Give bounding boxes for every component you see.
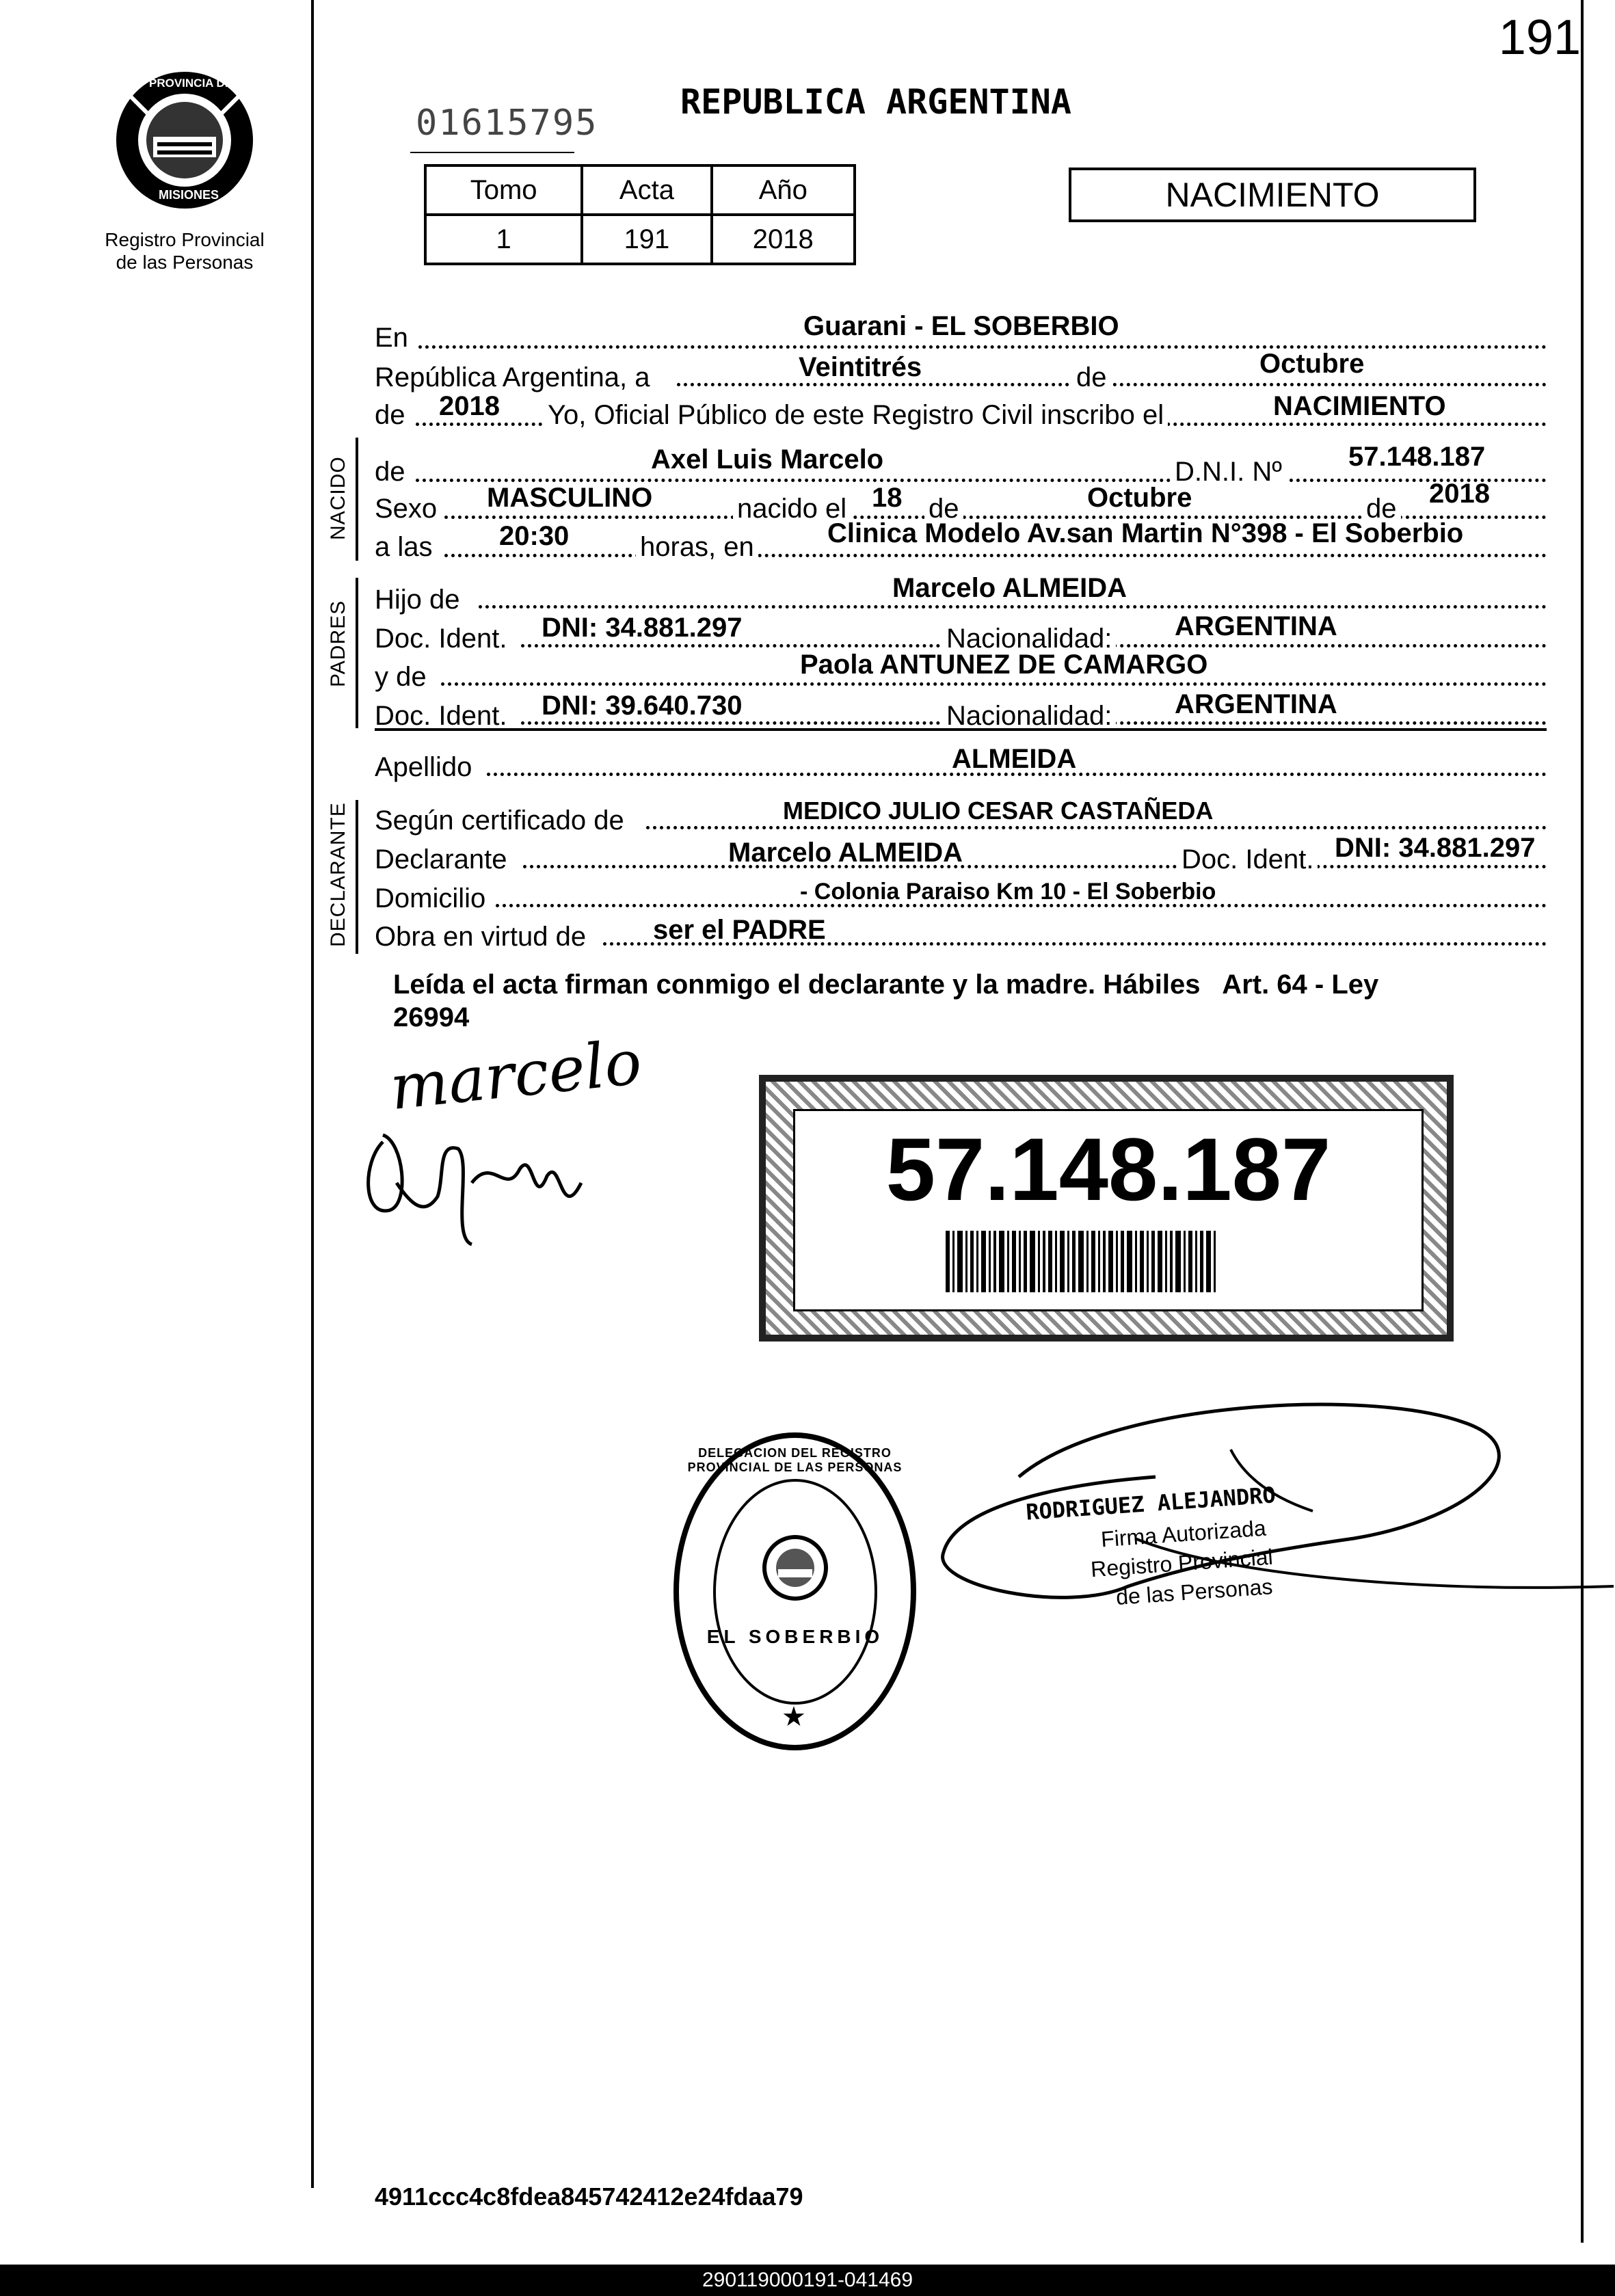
- segun-value: MEDICO JULIO CESAR CASTAÑEDA: [783, 797, 1214, 825]
- serial-number: 01615795: [416, 103, 598, 144]
- record-table: [424, 164, 856, 265]
- table-header-tomo: Tomo: [425, 165, 582, 215]
- closing-line1: Leída el acta firman conmigo el declarante y la madre. Hábiles Art. 64 - Ley: [393, 970, 1379, 1000]
- year-value: 2018: [439, 391, 500, 421]
- lugar-value: Clinica Modelo Av.san Martin N°398 - El Soberbio: [827, 518, 1464, 548]
- nacido-label: nacido el: [733, 494, 851, 524]
- nac1-value: ARGENTINA: [1175, 611, 1337, 641]
- sticker-number: 57.148.187: [885, 1119, 1331, 1219]
- table-value-tomo: 1: [425, 215, 582, 264]
- province-logo: [109, 68, 260, 212]
- apellido-label: Apellido: [375, 752, 472, 782]
- doc2-value: DNI: 39.640.730: [542, 691, 743, 721]
- domicilio-label: Domicilio: [375, 883, 486, 913]
- side-label-nacido: NACIDO: [327, 456, 349, 540]
- obra-value: ser el PADRE: [653, 915, 826, 945]
- handwritten-signature-text: marcelo: [386, 1026, 645, 1124]
- nacido-day: 18: [872, 483, 903, 513]
- page-number: 191: [1498, 10, 1581, 65]
- side-label-padres: PADRES: [327, 600, 349, 687]
- hash-code: 4911ccc4c8fdea845742412e24fdaa79: [375, 2182, 803, 2211]
- nacido-de2-label: de: [1362, 494, 1401, 524]
- dni-sticker: [759, 1075, 1454, 1341]
- en-value: Guarani - EL SOBERBIO: [803, 311, 1119, 341]
- stamp-line2: Firma Autorizada: [1100, 1515, 1267, 1552]
- seal-inner-text: EL SOBERBIO: [706, 1626, 884, 1647]
- padres-section-underline: [375, 728, 1547, 731]
- logo-caption-line2: de las Personas: [116, 252, 254, 273]
- table-value-ano: 2018: [712, 215, 855, 264]
- doc2-label: Doc. Ident.: [375, 701, 507, 731]
- nacido-de-label: de: [924, 494, 963, 524]
- declarante-dots: [523, 865, 1547, 868]
- yde-dots: [441, 682, 1547, 686]
- footer-bar: [0, 2265, 1615, 2296]
- table-header-ano: Año: [712, 165, 855, 215]
- doc3-value: DNI: 34.881.297: [1335, 833, 1536, 863]
- segun-label: Según certificado de: [375, 805, 624, 836]
- en-label: En: [375, 323, 408, 353]
- name-de-label: de: [375, 457, 405, 487]
- hijo-dots: [479, 605, 1547, 609]
- padre-name: Marcelo ALMEIDA: [892, 573, 1127, 603]
- horas-label: horas, en: [636, 532, 758, 563]
- alas-value: 20:30: [499, 521, 570, 551]
- madre-name: Paola ANTUNEZ DE CAMARGO: [800, 650, 1208, 680]
- logo-arc-top: PROVINCIA DE: [149, 77, 233, 90]
- nacido-year: 2018: [1429, 479, 1490, 509]
- inscribo-value: NACIMIENTO: [1273, 391, 1446, 421]
- record-type-box: [1069, 168, 1476, 222]
- name-dots: [416, 479, 1547, 482]
- sticker-barcode: [946, 1231, 1329, 1292]
- child-name: Axel Luis Marcelo: [651, 444, 884, 475]
- stamp-line3: Registro Provincial: [1090, 1544, 1274, 1582]
- section-line-nacido: [356, 438, 358, 561]
- seal-star-icon: ★: [782, 1702, 806, 1732]
- en-dots: [418, 345, 1547, 349]
- serial-underline: [410, 152, 574, 153]
- nacido-month: Octubre: [1087, 483, 1192, 513]
- apellido-value: ALMEIDA: [952, 744, 1077, 774]
- footer-code: 290119000191-041469: [702, 2269, 913, 2291]
- table-value-acta: 191: [582, 215, 711, 264]
- republica-label: República Argentina, a: [375, 362, 650, 392]
- dni-label: D.N.I. Nº: [1171, 457, 1286, 488]
- table-header-acta: Acta: [582, 165, 711, 215]
- domicilio-value: - Colonia Paraiso Km 10 - El Soberbio: [800, 879, 1216, 905]
- doc1-label: Doc. Ident.: [375, 624, 507, 654]
- seal-emblem-icon: [761, 1534, 829, 1602]
- nac2-value: ARGENTINA: [1175, 689, 1337, 719]
- side-label-declarante: DECLARANTE: [327, 802, 349, 947]
- doc3-label: Doc. Ident.: [1177, 844, 1318, 875]
- stamp-line1: RODRIGUEZ ALEJANDRO: [1025, 1482, 1277, 1525]
- dni-value: 57.148.187: [1348, 442, 1486, 472]
- sexo-value: MASCULINO: [487, 483, 653, 513]
- logo-arc-bottom: MISIONES: [159, 188, 219, 202]
- nac1-label: Nacionalidad:: [942, 624, 1116, 654]
- closing-line2: 26994: [393, 1002, 470, 1032]
- sexo-label: Sexo: [375, 494, 438, 524]
- doc1-value: DNI: 34.881.297: [542, 613, 743, 643]
- yde-label: y de: [375, 662, 427, 692]
- nac2-label: Nacionalidad:: [942, 701, 1116, 732]
- registry-seal: [673, 1432, 916, 1750]
- sticker-inner: [793, 1109, 1424, 1311]
- right-margin-line: [1581, 0, 1584, 2243]
- alas-label: a las: [375, 532, 433, 562]
- section-line-declarante: [356, 800, 358, 954]
- republica-month: Octubre: [1259, 349, 1365, 379]
- seal-arc-text: DELEGACION DEL REGISTRO PROVINCIAL DE LAS PERSONAS: [687, 1446, 903, 1474]
- alas-dots: [444, 554, 1547, 557]
- stamp-line4: de las Personas: [1115, 1574, 1274, 1610]
- record-type: NACIMIENTO: [1165, 176, 1380, 214]
- republica-dots: [677, 383, 1547, 386]
- yo-text: Yo, Oficial Público de este Registro Civil inscribo el: [544, 400, 1168, 431]
- republica-day: Veintitrés: [799, 352, 922, 382]
- year-de-label: de: [375, 400, 405, 430]
- declarante-label: Declarante: [375, 844, 507, 875]
- republica-de-label: de: [1072, 362, 1111, 393]
- obra-label: Obra en virtud de: [375, 922, 587, 952]
- hijo-label: Hijo de: [375, 585, 460, 615]
- segun-dots: [646, 826, 1547, 829]
- left-margin-line: [311, 0, 314, 2188]
- scrawl-signature: [356, 1101, 588, 1258]
- section-line-padres: [356, 578, 358, 728]
- declarante-value: Marcelo ALMEIDA: [728, 838, 963, 868]
- country-title: REPUBLICA ARGENTINA: [680, 82, 1071, 122]
- logo-caption-line1: Registro Provincial: [105, 229, 265, 250]
